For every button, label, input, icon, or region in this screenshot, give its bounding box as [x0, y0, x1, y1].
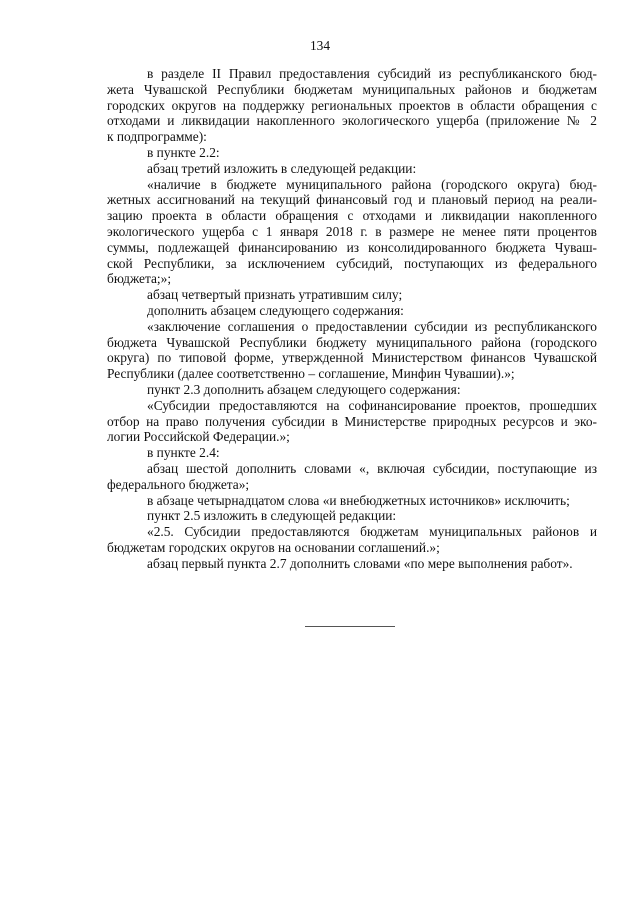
text-line: городских округов на поддержку региональных проектов в области обращения с	[107, 97, 597, 113]
text-line: жета Чувашской Республики бюджетам муниципальных районов и бюджетам	[107, 81, 597, 97]
text-line: ской Республики, за исключением субсидий, поступающих из федерального	[107, 255, 597, 271]
paragraph	[107, 493, 597, 509]
text-line: абзац третий изложить в следующей редакции:	[147, 160, 417, 176]
text-line: экологического ущерба с 1 января 2018 г. в размере не менее пяти процентов	[107, 223, 597, 239]
text-line: отходами и ликвидации накопленного экологического ущерба (приложение № 2	[107, 113, 597, 129]
closing-rule	[305, 626, 395, 627]
paragraph	[107, 398, 597, 445]
paragraph	[107, 508, 597, 524]
paragraph	[107, 177, 597, 288]
text-line: суммы, подлежащей финансированию из консолидированного бюджета Чуваш-	[107, 239, 597, 255]
paragraph	[107, 382, 597, 398]
text-line: отбор на право получения субсидии в Министерстве природных ресурсов и эко-	[107, 413, 597, 429]
text-line: в пункте 2.2:	[147, 144, 220, 160]
text-line: бюджетам городских округов на основании соглашений.»;	[107, 539, 440, 555]
paragraph	[107, 524, 597, 556]
text-line: округа) по типовой форме, утвержденной Министерством финансов Чувашской	[107, 350, 597, 366]
paragraph	[107, 556, 597, 572]
text-line: «заключение соглашения о предоставлении субсидии из республиканского	[147, 318, 597, 334]
text-line: в абзаце четырнадцатом слова «и внебюджетных источников» исключить;	[147, 492, 570, 508]
document-body	[107, 66, 597, 572]
text-line: бюджета;»;	[107, 271, 172, 287]
text-line: «2.5. Субсидии предоставляются бюджетам муниципальных районов и	[147, 524, 597, 540]
text-line: дополнить абзацем следующего содержания:	[147, 302, 404, 318]
text-line: пункт 2.5 изложить в следующей редакции:	[147, 508, 397, 524]
text-line: в разделе II Правил предоставления субсидий из республиканского бюд-	[147, 66, 597, 81]
page-number: 134	[309, 38, 331, 53]
paragraph	[107, 161, 597, 177]
paragraph	[107, 66, 597, 145]
text-line: логии Российской Федерации.»;	[107, 429, 290, 445]
paragraph	[107, 445, 597, 461]
text-line: в пункте 2.4:	[147, 445, 220, 461]
text-line: бюджета Чувашской Республики бюджету муниципального района (городского	[107, 334, 597, 350]
text-line: зацию проекта в области обращения с отходами и ликвидации накопленного	[107, 208, 597, 224]
paragraph	[107, 287, 597, 303]
paragraph	[107, 303, 597, 319]
text-line: пункт 2.3 дополнить абзацем следующего содержания:	[147, 381, 461, 397]
paragraph	[107, 319, 597, 382]
text-line: абзац четвертый признать утратившим силу;	[147, 287, 403, 303]
text-line: федерального бюджета»;	[107, 476, 250, 492]
text-line: жетных ассигнований на текущий финансовый год и плановый период на реали-	[107, 192, 597, 208]
text-line: абзац шестой дополнить словами «, включая субсидии, поступающие из	[147, 460, 597, 476]
text-line: Республики (далее соответственно – соглашение, Минфин Чувашии).»;	[107, 366, 515, 382]
paragraph	[107, 461, 597, 493]
paragraph	[107, 145, 597, 161]
text-line: «Субсидии предоставляются на софинансирование проектов, прошедших	[147, 397, 597, 413]
text-line: «наличие в бюджете муниципального района (городского округа) бюд-	[147, 176, 597, 192]
text-line: к подпрограмме):	[107, 129, 207, 145]
text-line: абзац первый пункта 2.7 дополнить словами «по мере выполнения работ».	[147, 555, 573, 571]
